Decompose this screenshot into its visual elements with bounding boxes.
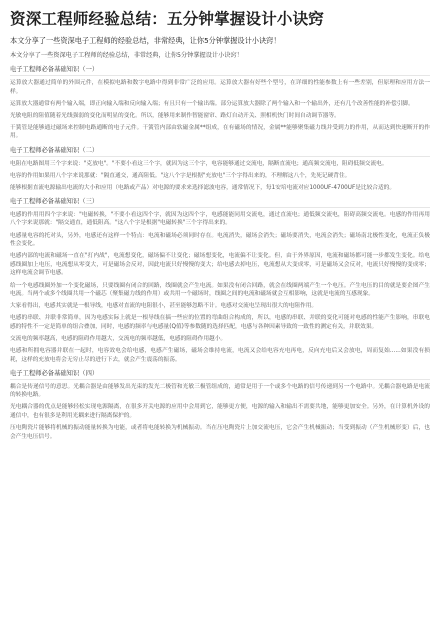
paragraph: 耦合是传递信号的意思。光耦合器是由能够发出光束的发光二极管和光敏三极管组成的，通常是用于一个或多个电路的信号传递到另一个电路中。光耦合器电路是电流的转换电路。 xyxy=(10,383,430,399)
paragraph: 运算放大器通过简单的外围元件，在模拟电路和数字电路中得到非常广泛的应用。运算放大器有好些个型号，在详细的性能参数上有一些差别，但原理和应用方法一样。 xyxy=(10,80,430,95)
paragraph: 能够根据直流电源输出电流的大小和应用（电路或产品）对电源的要求来选择滤波电容，通常情况下，每1安培电流对应1000UF-4700UF是比较合适的。 xyxy=(10,184,396,191)
paragraph: 电感内部的电流和磁场一直在"打内战"，电流想变化，磁场偏不让变化；磁场想变化，电流偏不让变化。但，由于外界原因，电流和磁场都可能一步都发生变化。给电感线圈加上电压，电流想从零变大，可是磁场会反对，因此电流只好慢慢的变大；给电感去掉电压，电流想从大变成零，可是磁场又会反对，电流只好慢慢的变成零；这样电流会调节电感。 xyxy=(10,253,430,277)
paragraph: 电感和所拥电容器并联在一起时，电容效电会给电感，电感产生磁场，磁场会维持电流，电流又会给电容充电再电，反向充电后又会放电，周而复始......如果没有损耗，这样的充放电将会无穷止尽的进行下去，就会产生震荡的振荡。 xyxy=(10,348,430,363)
paragraph: 压电陶瓷片能够将机械的振动能量转换为电能，或者将电能转换为机械振动。当在压电陶瓷片上加交流电压，它会产生机械振动；当受到振动（产生机械形变）后，也会产生电压信号。 xyxy=(10,425,430,440)
paragraph: 电感量电容的托对头，另外，电感还有这样一个特点：电流和磁场必须同时存在。电流消失，磁场会消失；磁场要消失，电流会消失；磁场南北极性变化，电流正负极性会变化。 xyxy=(10,232,430,248)
paragraph: 给一个电感线圈外加一个变化磁场，只要线圈有闭合的回路，线圈就会产生电流。如果没有闭合回路，就会在线圈两端产生一个电压。产生电压的目的就是要企图产生电流。当两个或多个线圈共用一个磁芯（聚集磁力线的作用）或共用一个磁场时，线圈之间的电流和磁场就会互相影响，这就是电流的互感现象。 xyxy=(10,282,430,298)
paragraph: 干簧管是能够通过磁场来控制电路通断的电子元件。干簧管内部由软磁金属**组成，在有磁场的情况，金属**能够聚集磁力线并受到力的作用，从而达到快速断开的作用。 xyxy=(10,124,430,140)
section-heading: 电子工程师必备基础知识（二） xyxy=(10,145,430,157)
paragraph: 电感的作用用四个字来说："电磁转换，"不要小看这四个字，就因为这四个字，电感能能同用交流电，通过直流电；通低频交流电，阻碍高频交流电。电感的作用再用八个字来说那就："隔交通直，通低阻高。"这八个字是根据"电磁转换"三个字得出来的。 xyxy=(10,211,430,227)
paragraph: 运算放大器通常有两个输入端，即正向输入端和反向输入端；有且只有一个输出端。部分运算放大器除了两个输入和一个输出外，还有几个改善性能的补偿引脚。 xyxy=(10,100,414,107)
paragraph: 电感的串联、并联非常简单，因为电感实际上就是一根导线在搞一些应的位置的弯曲组合构成的，所以，电感的串联、并联的变化可能对电感的性能产生影响，串联电感的特性不一定是简单的组合叠加，同时，电感的频率与电感量(Q值)等参数随的选择匹配，电感与各种因素导致的一致性的测定有关，并联效果。 xyxy=(10,315,430,330)
section-heading: 电子工程师必备基础知识（三） xyxy=(10,196,430,208)
article-title: 资深工程师经验总结：五分钟掌握设计小诀窍 xyxy=(10,10,325,28)
paragraph: 电容的作用如果用八个字来说那就："隔直通交，通高阻低。"这八个字是根据"充放电"三个字得出来的，不理解这八个，先死记硬背住。 xyxy=(10,172,351,179)
paragraph: 大家看得出，电感其实就是一根导线，电感对直流的电阻很小，甚至能够忽略不计。电感对交流电呈现出很大的电阻作用。 xyxy=(10,303,318,310)
section-heading: 电子工程师必备基础知识（一） xyxy=(10,64,430,76)
article-intro-repeat: 本文分享了一些资深电子工程师的经验总结，非常经典，让你5分钟掌握设计小诀窍！ xyxy=(10,52,243,59)
paragraph: 交流电的频率越高，电感的阻碍作用越大，交流电的频率越低，电感的阻碍作用越小。 xyxy=(10,335,227,342)
article-intro: 本文分享了一些资深电子工程师的经验总结，非常经典，让你5分钟掌握设计小诀窍！ xyxy=(10,36,281,45)
section-heading: 电子工程师必备基础知识（四） xyxy=(10,368,430,380)
article-body xyxy=(10,64,430,441)
paragraph: 光电耦合器的优点是能够轻松实现电源隔离，在很多开关电源的应用中会用到它，能够更方便，电源的输入和输出不需要共地，能够更加安全。另外，在计算机外设的通信中，也有很多是利用光耦来进行隔离保护的。 xyxy=(10,404,430,420)
paragraph: 光敏电阻的阻值随着光线强弱的变化而明显的变化。所以，能够用来制作智能窗帘、路灯自动开关、照相机快门时间自动调节器等。 xyxy=(10,112,340,119)
paragraph: 电阻在电路图用三个字来说："克放电"。"不要小看这三个字，就因为这三个字，电容能够通过交流电，隔断直流电；通高频交流电，阻碍低频交流电。 xyxy=(10,160,388,167)
